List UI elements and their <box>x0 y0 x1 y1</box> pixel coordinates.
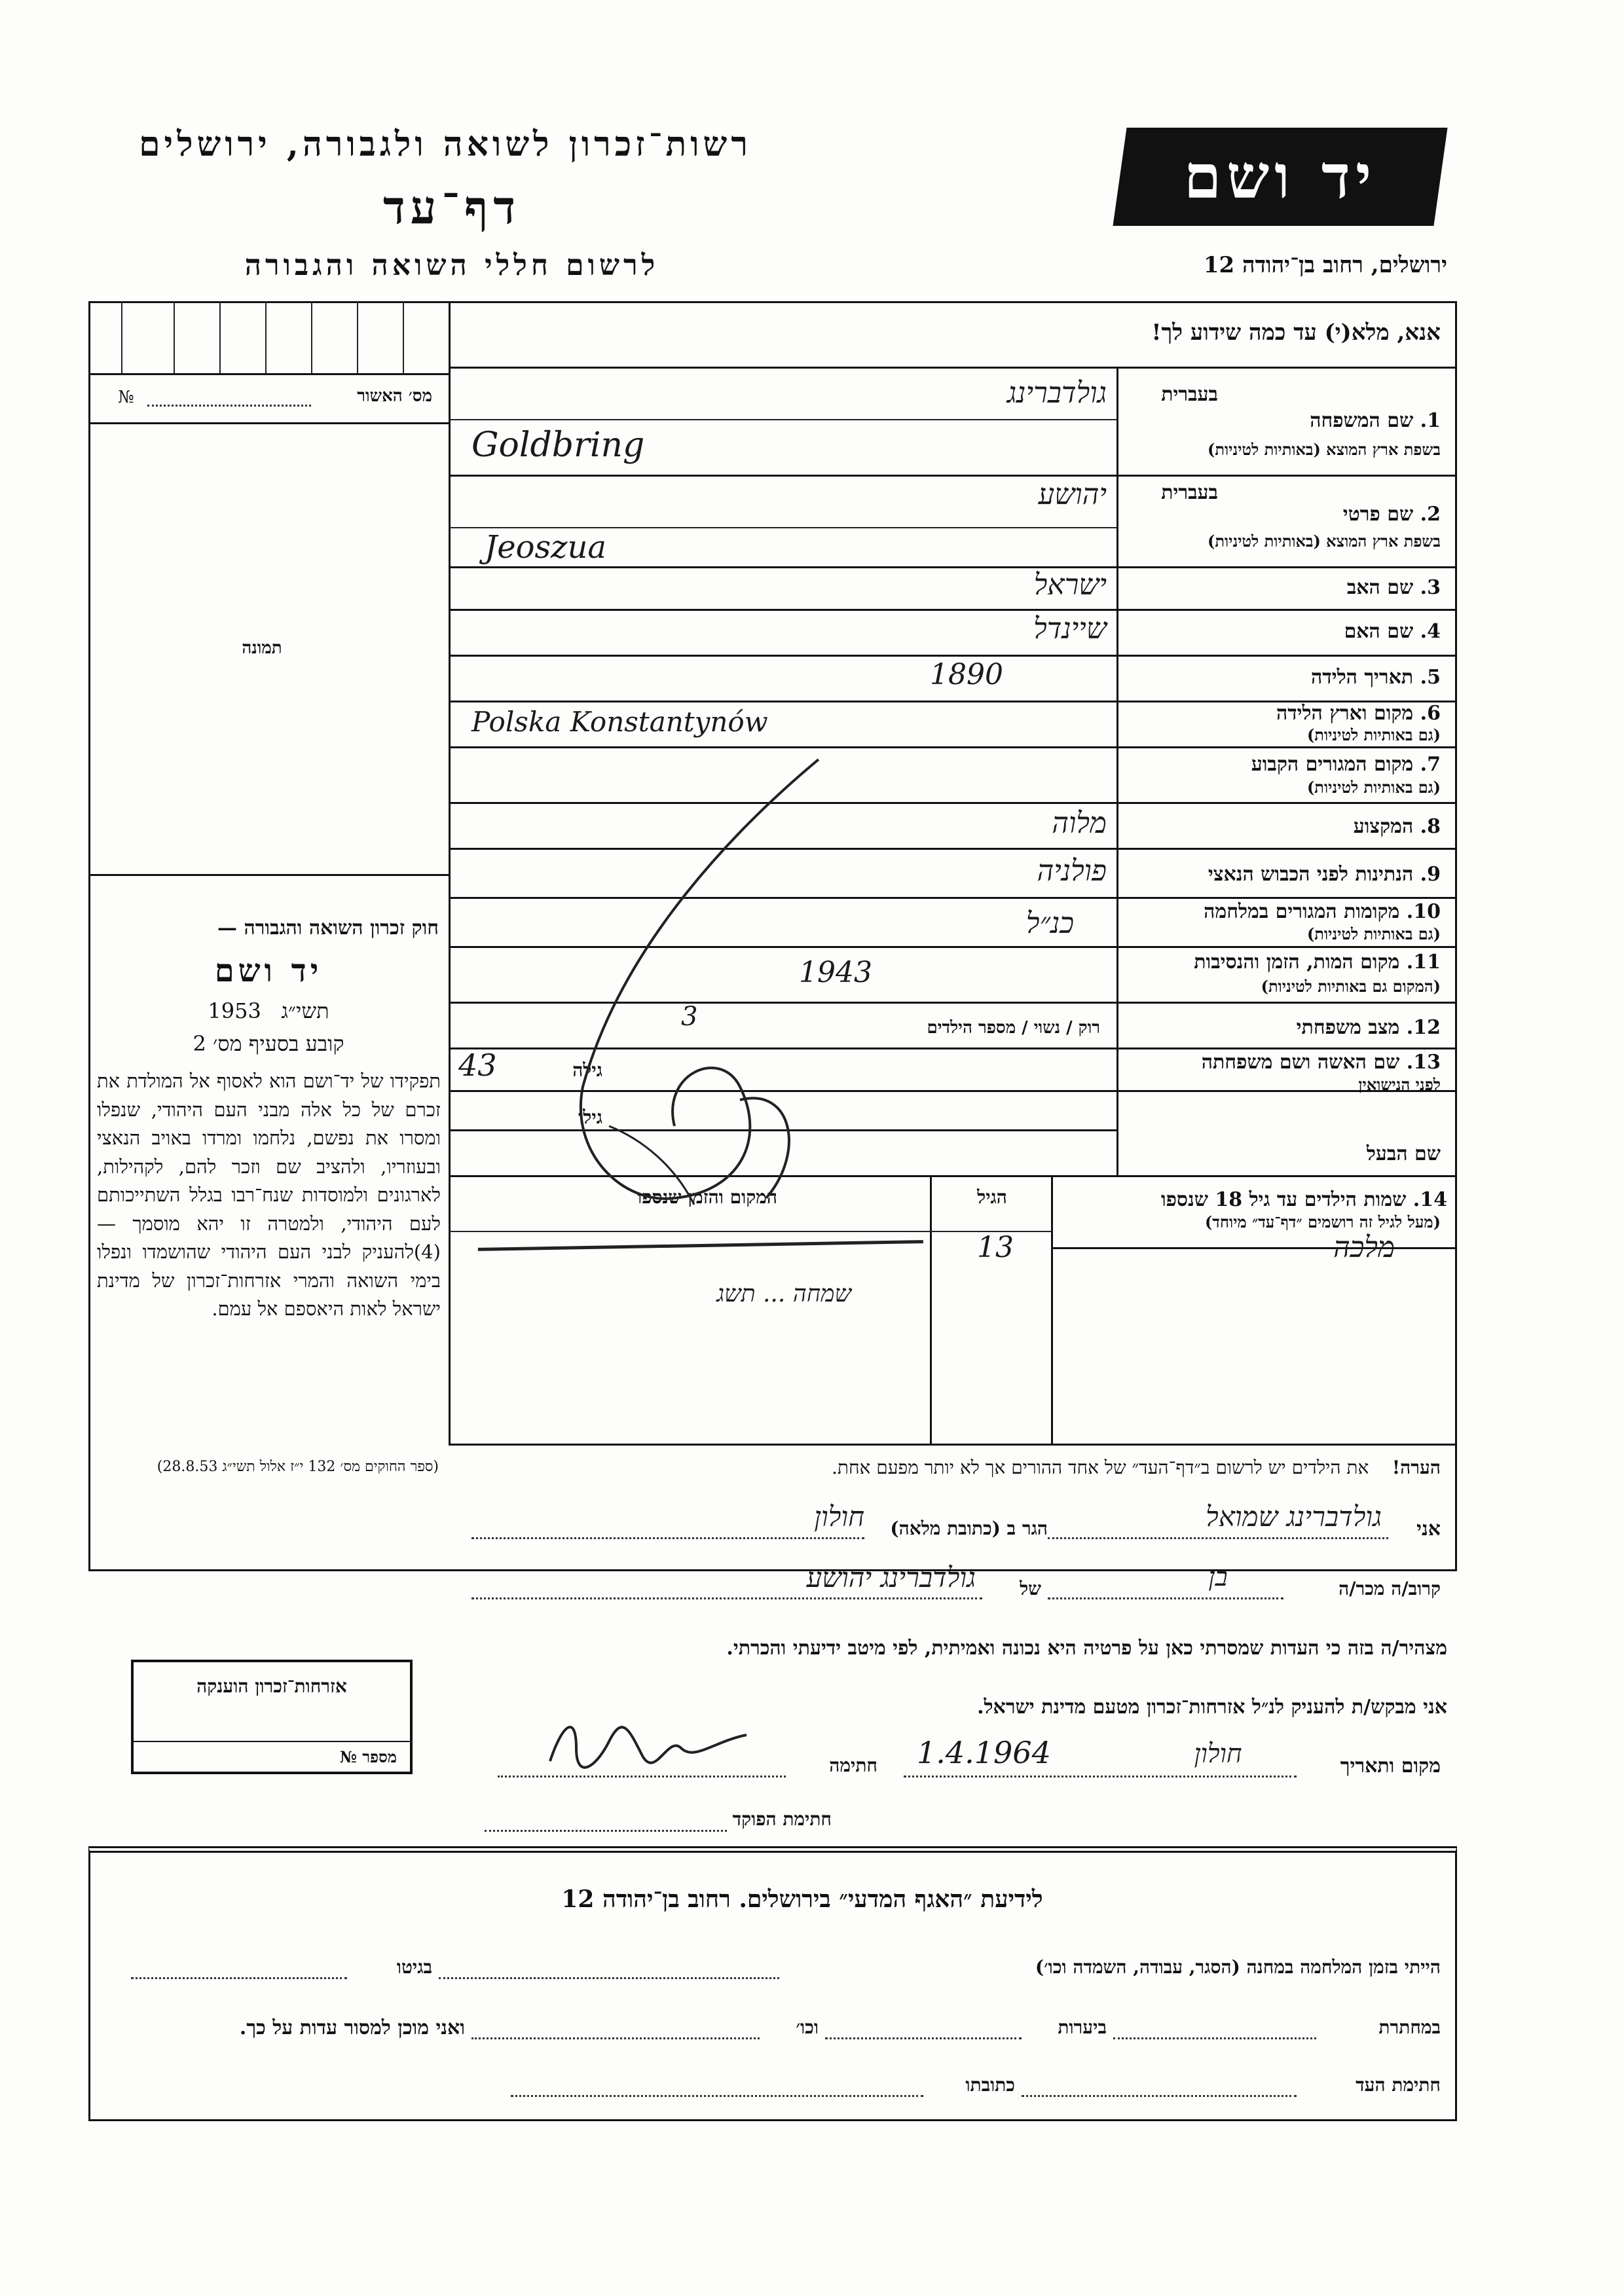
field-8-label: 8. המקצוע <box>1353 815 1441 838</box>
footer-line2-a: במחתרת <box>1378 2016 1441 2038</box>
footer-line2-d: ואני מוכן למסור עדות על כך. <box>239 2016 465 2039</box>
child-age-value[interactable]: 13 <box>977 1231 1014 1264</box>
occupation-value[interactable]: מלוה <box>1052 807 1107 840</box>
law-source: (ספר החוקים מס׳ 132 י״ז אלול תשי״ג 28.8.53) <box>157 1459 439 1475</box>
children-age-col: הגיל <box>977 1186 1007 1208</box>
field-11-label: 11. מקום המות, הזמן והנסיבות <box>1194 951 1441 974</box>
declaration-text: מצהיר/ה בזה כי העדות שמסרתי כאן על פרטיה היא נכונה ואמיתית, לפי מיטב ידיעתי והכרתי. <box>726 1637 1447 1660</box>
signature-scribble[interactable] <box>537 1709 760 1781</box>
footer-title: לידיעת ״האגף המדעי״ בירושלים. רחוב בן־יהודה 12 <box>561 1886 1043 1913</box>
signature-label: חתימה <box>829 1755 877 1776</box>
address-heading: ירושלים, רחוב בן־יהודה 12 <box>1203 252 1447 278</box>
field-2-sub: בשפת ארץ המוצא (באותיות לטיניות) <box>1208 532 1441 551</box>
children-place-col: המקום והזמן שנספו <box>637 1186 777 1208</box>
field-1-sub: בשפת ארץ המוצא (באותיות לטיניות) <box>1208 440 1441 459</box>
declarant-prefix: אני <box>1416 1518 1441 1540</box>
field-10-label: 10. מקומות המגורים במלחמה <box>1204 900 1441 923</box>
official-signature-label: חתימת הפוקד <box>732 1808 832 1830</box>
photo-label: תמונה <box>242 638 282 658</box>
nationality-value[interactable]: פולניה <box>1037 854 1107 888</box>
form-title: דף־עד <box>382 180 521 234</box>
field-2-label: 2. שם פרטי <box>1342 503 1441 526</box>
citizenship-box-title: אזרחות־זכרון הוענקה <box>196 1675 347 1697</box>
declarant-name-value[interactable]: גולדברינג שמואל <box>1206 1501 1382 1533</box>
footer-line1-b: בגיטו <box>396 1956 432 1978</box>
field-1-label: 1. שם המשפחה <box>1310 409 1441 432</box>
firstname-hebrew-value[interactable]: יהושע <box>1038 478 1107 511</box>
law-text: תפקידו של יד־ושם הוא לאסוף אל המולדת את זכרם של כל אלה מבני העם היהודי, שנפלו ומסרו את נפשם, נלחמו ומרדו באויב הנאצי ובעוזריו, ולהציב שם וזכר להם, לקהילות, לארגונים ולמוסדות שנח־רבו בגלל השתייכותם לעם היהודי, ולמטרה זו יהא מוסמך — (4)להעניק לבני העם היהודי שהושמדו ונפלו בימי השואה והמרי אזרחות־זכרון של מדינת ישראל לאות היאספם אל עמם. <box>97 1070 441 1320</box>
wife-age-label: גילה <box>572 1059 602 1081</box>
birth-date-value[interactable]: 1890 <box>930 658 1003 691</box>
plea-text: אנא, מלא(י) עד כמה שידוע לך! <box>1151 319 1441 346</box>
wife-age-value[interactable]: 43 <box>458 1048 497 1083</box>
footer-forest-field[interactable] <box>825 2037 1022 2039</box>
yad-vashem-logo <box>1113 128 1447 226</box>
of-value[interactable]: גולדברינג יהושע <box>806 1561 976 1594</box>
husband-label: שם הבעל <box>1366 1142 1441 1165</box>
law-year-hebrew: תשי״ג <box>281 998 329 1023</box>
marital-status-options: רוק / נשוי / מספר הילדים <box>927 1018 1100 1038</box>
field-10-sub: (גם באותיות לטיניות) <box>1306 924 1441 943</box>
signature-icon <box>537 1709 760 1781</box>
declarant-address-value[interactable]: חולון <box>814 1501 864 1533</box>
relation-value[interactable]: בן <box>1208 1562 1228 1592</box>
handwritten-scribble <box>544 746 884 1244</box>
death-details-value[interactable]: 1943 <box>799 956 872 989</box>
field-13-sub: לפני הנישואין <box>1358 1075 1441 1094</box>
scribble-icon <box>544 746 884 1244</box>
authority-heading: רשות־זכרון לשואה ולגבורה, ירושלים <box>139 124 752 164</box>
footer-line1-a: הייתי בזמן המלחמה במחנה (הסגר, עבודה, השמדה וכו׳) <box>1035 1956 1441 1978</box>
place-date-label: מקום ותאריך <box>1340 1755 1441 1777</box>
note-row <box>458 1457 1441 1479</box>
footer-line2-c: וכו׳ <box>796 2016 819 2038</box>
in-hebrew-2: בעברית <box>1161 481 1218 504</box>
field-3-label: 3. שם האב <box>1346 576 1441 599</box>
law-section: קובע בסעיף מס׳ 2 <box>193 1031 344 1056</box>
field-9-label: 9. הנתינות לפני הכבוש הנאצי <box>1208 863 1441 886</box>
field-5-label: 5. תאריך הלידה <box>1311 666 1441 689</box>
citizenship-box-no: מספר № <box>339 1747 397 1766</box>
surname-hebrew-value[interactable]: גולדברינג <box>1006 376 1107 410</box>
child-name-value[interactable]: מלכה <box>1333 1231 1395 1264</box>
firstname-latin-value[interactable]: Jeoszua <box>485 529 606 566</box>
note-text: את הילדים יש לרשום ב״דף־העד״ של אחד ההורים אך לא יותר מפעם אחת. <box>831 1457 1369 1478</box>
field-12-label: 12. מצב משפחתי <box>1296 1016 1441 1039</box>
footer-etc-field[interactable] <box>471 2037 760 2039</box>
office-use-boxes <box>88 301 449 375</box>
children-header-sub: (מעל לגיל זה רושמים ״דף־עד״ מיוחד) <box>1204 1212 1441 1231</box>
law-name: יד ושם <box>214 953 323 989</box>
law-year <box>98 998 439 1023</box>
wartime-residence-value[interactable]: כנ״ל <box>1025 907 1074 940</box>
logo-text: יד ושם <box>1183 141 1377 212</box>
field-6-label: 6. מקום וארץ הלידה <box>1276 702 1441 725</box>
surname-latin-value[interactable]: Goldbring <box>471 426 645 465</box>
cert-number-no: № <box>118 388 134 407</box>
field-13-label: 13. שם האשה ושם משפחתה <box>1201 1051 1441 1074</box>
field-4-label: 4. שם האם <box>1344 620 1441 643</box>
children-header: 14. שמות הילדים עד גיל 18 שנספו <box>1160 1188 1447 1211</box>
request-text: אני מבקש/ת להעניק לנ״ל אזרחות־זכרון מטעם מדינת ישראל. <box>977 1696 1447 1719</box>
citizenship-box <box>131 1660 413 1774</box>
field-6-sub: (גם באותיות לטיניות) <box>1306 725 1441 744</box>
child-place-value[interactable]: שמחה ... תשג <box>716 1281 851 1307</box>
cert-number-label: מס׳ האשור <box>357 386 432 406</box>
field-7-label: 7. מקום המגורים הקבוע <box>1251 753 1441 776</box>
field-11-sub: (המקום גם באותיות לטיניות) <box>1261 977 1441 996</box>
birth-place-value[interactable]: Polska Konstantynów <box>471 706 768 738</box>
relation-label: קרוב/ה מכר/ה <box>1338 1578 1441 1599</box>
footer-underground-field[interactable] <box>1113 2037 1316 2039</box>
in-hebrew-1: בעברית <box>1161 383 1218 406</box>
form-subtitle: לרשום חללי השואה והגבורה <box>244 249 659 282</box>
father-name-value[interactable]: ישראל <box>1033 568 1107 602</box>
date-value[interactable]: 1.4.1964 <box>917 1735 1051 1770</box>
mother-name-value[interactable]: שיינדל <box>1033 612 1107 646</box>
footer-witness-signature-field[interactable] <box>1022 2095 1297 2097</box>
footer-line2-b: ביערות <box>1058 2016 1107 2038</box>
footer-ghetto-field[interactable] <box>131 1977 347 1979</box>
law-title: חוק זכרון השואה והגבורה — <box>217 917 439 939</box>
cert-number-field[interactable] <box>147 405 311 407</box>
law-year-number: 1953 <box>208 998 261 1023</box>
field-7-sub: (גם באותיות לטיניות) <box>1306 778 1441 797</box>
footer-witness-address-field[interactable] <box>511 2095 923 2097</box>
footer-camp-field[interactable] <box>439 1977 779 1979</box>
place-value[interactable]: חולון <box>1194 1739 1242 1769</box>
footer-line3-a: חתימת העד <box>1356 2074 1441 2096</box>
husband-age-label: גילו <box>578 1106 602 1128</box>
note-label: הערה! <box>1392 1457 1441 1478</box>
children-count-value[interactable]: 3 <box>681 1002 698 1032</box>
resides-label: הגר ב (כתובת מלאה) <box>890 1518 1048 1539</box>
of-label: של <box>1020 1578 1041 1599</box>
footer-line3-b: כתובתו <box>965 2074 1015 2096</box>
